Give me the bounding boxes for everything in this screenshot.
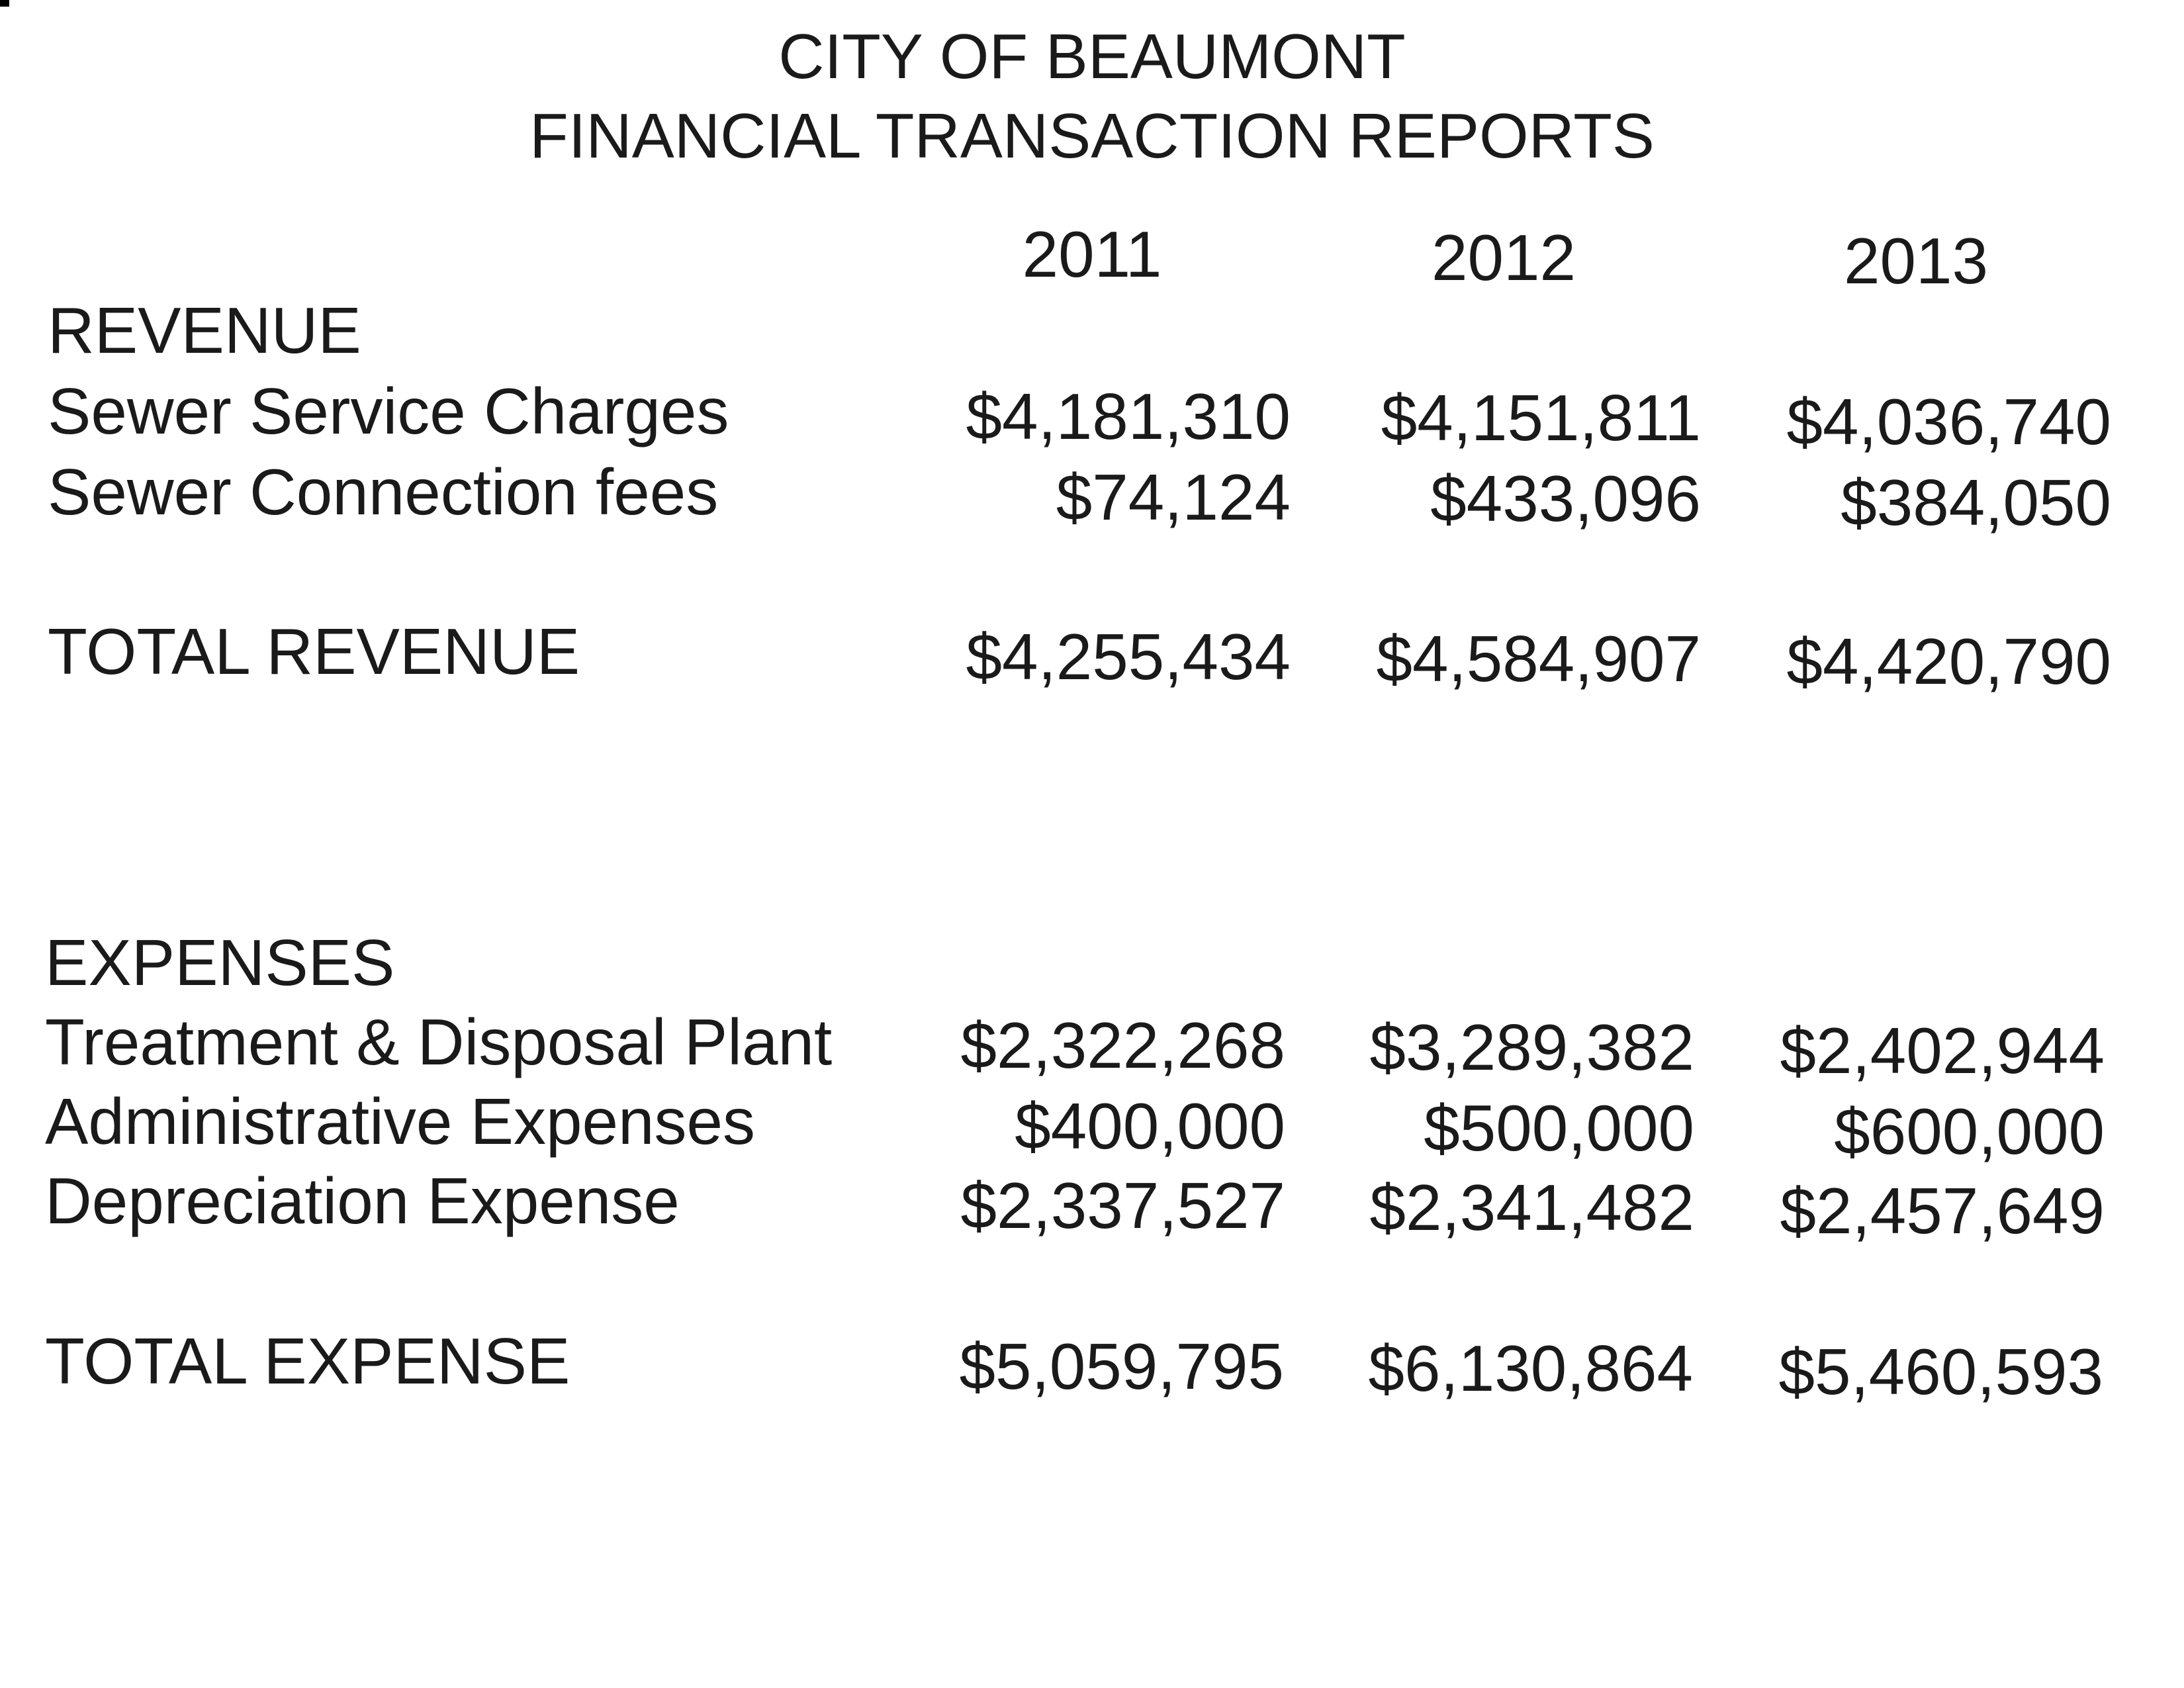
- row-label: Depreciation Expense: [45, 1164, 680, 1237]
- cell-value: $2,457,649: [1780, 1174, 2105, 1247]
- revenue-heading: REVENUE: [48, 294, 361, 367]
- cell-value: $4,036,740: [1786, 385, 2111, 458]
- total-value: $5,460,593: [1778, 1335, 2103, 1408]
- cell-value: $2,322,268: [960, 1009, 1285, 1082]
- year-header-2013: 2013: [1843, 224, 1988, 297]
- report-title-city: CITY OF BEAUMONT: [778, 21, 1406, 92]
- cell-value: $3,289,382: [1369, 1011, 1694, 1084]
- total-value: $5,059,795: [959, 1330, 1284, 1403]
- total-expense-label: TOTAL EXPENSE: [45, 1325, 570, 1397]
- year-header-2011: 2011: [1022, 218, 1162, 291]
- row-label: Sewer Connection fees: [48, 455, 719, 528]
- cell-value: $400,000: [1015, 1090, 1285, 1162]
- cell-value: $2,337,527: [960, 1169, 1285, 1242]
- cell-value: $600,000: [1834, 1095, 2105, 1168]
- row-label: Sewer Service Charges: [48, 375, 729, 447]
- total-value: $4,584,907: [1376, 622, 1701, 695]
- total-revenue-label: TOTAL REVENUE: [48, 615, 580, 688]
- cell-value: $384,050: [1841, 466, 2111, 539]
- total-value: $4,420,790: [1786, 625, 2111, 698]
- row-label: Administrative Expenses: [45, 1085, 756, 1158]
- total-value: $6,130,864: [1368, 1332, 1693, 1405]
- expenses-heading: EXPENSES: [45, 926, 395, 999]
- row-label: Treatment & Disposal Plant: [45, 1006, 833, 1078]
- cell-value: $433,096: [1430, 462, 1701, 535]
- cell-value: $74,124: [1056, 461, 1291, 534]
- report-title-subtitle: FINANCIAL TRANSACTION REPORTS: [529, 101, 1655, 171]
- cell-value: $4,151,811: [1381, 381, 1701, 454]
- cell-value: $500,000: [1424, 1092, 1694, 1164]
- scan-mark: [0, 0, 9, 7]
- cell-value: $4,181,310: [966, 380, 1291, 453]
- year-header-2012: 2012: [1431, 221, 1576, 294]
- cell-value: $2,341,482: [1369, 1171, 1694, 1244]
- total-value: $4,255,434: [966, 620, 1291, 693]
- cell-value: $2,402,944: [1780, 1014, 2105, 1087]
